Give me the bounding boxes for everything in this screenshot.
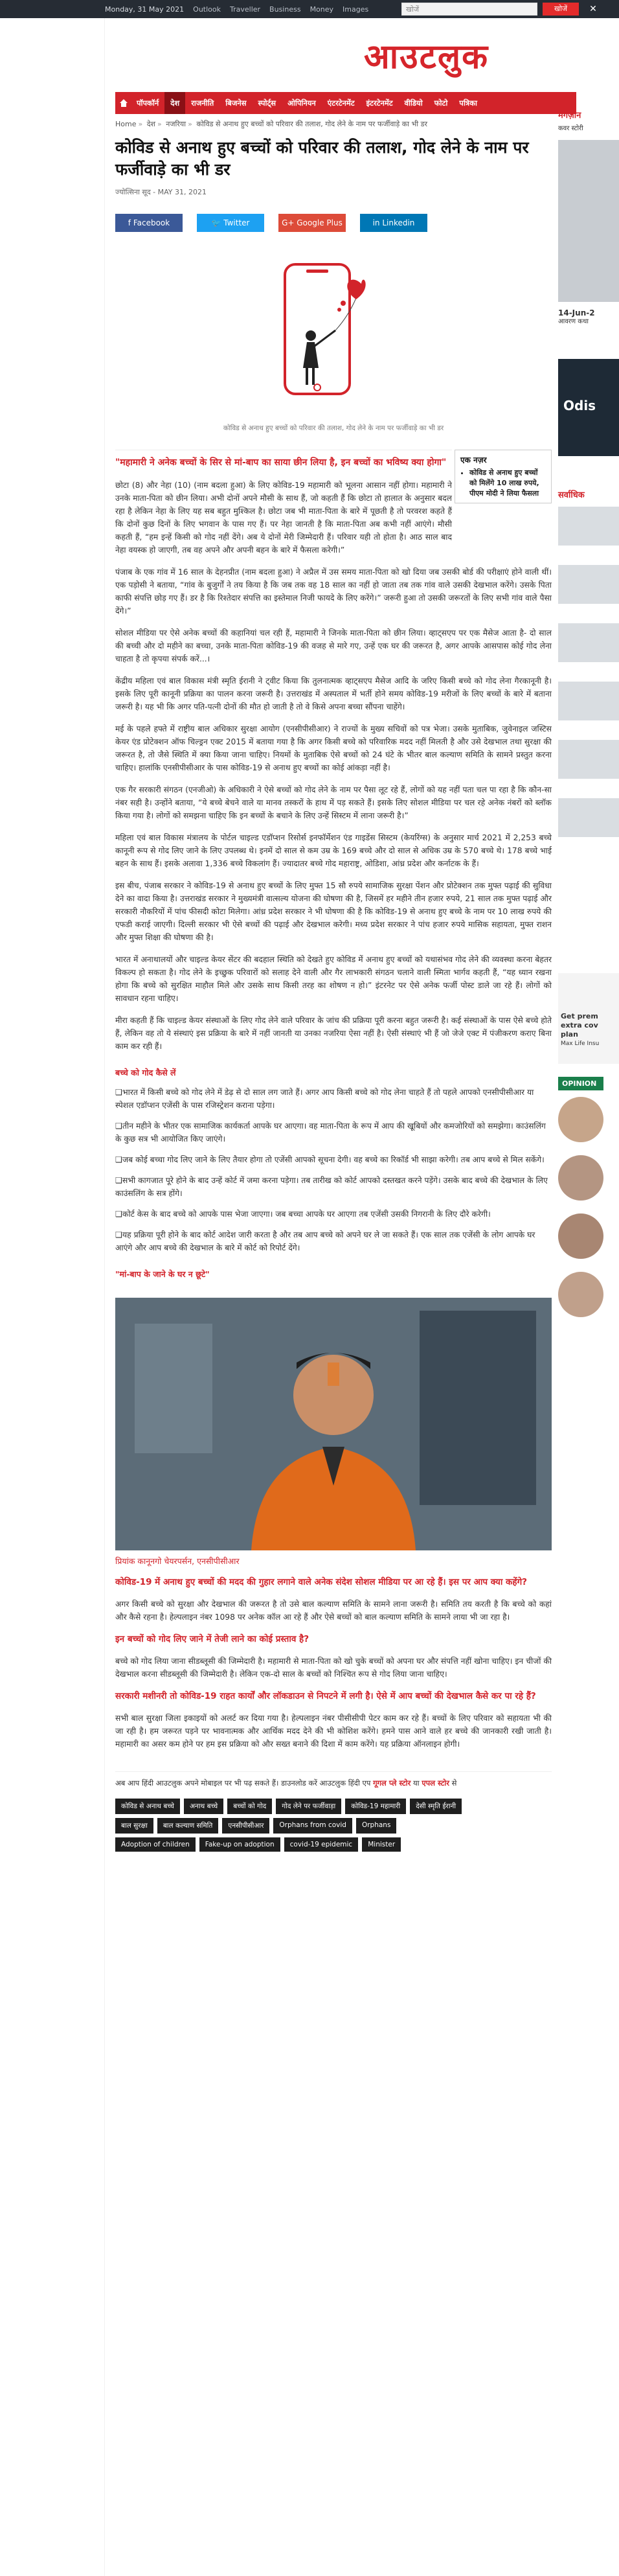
- adoption-step: ❑यह प्रक्रिया पूरी होने के बाद कोर्ट आदेश जारी करता है और तब आप बच्चे को अपने घर ले जा सकते हैं। एक साल तक एजेंसी के लोग आपके घर आएंगे और आप बच्चे की देखभाल के बारे में कोर्ट को रिपोर्ट देंगे।: [115, 1230, 535, 1252]
- tag[interactable]: Fake-up on adoption: [199, 1837, 280, 1852]
- twitter-icon: 🐦: [211, 218, 224, 227]
- facebook-share-label: Facebook: [133, 218, 170, 227]
- person-photo: [115, 1298, 552, 1550]
- share-buttons: [115, 214, 552, 232]
- breadcrumb: Home » देश » नजरिया » कोविड से अनाथ हुए बच्चों को परिवार की तलाश, गोद लेने के नाम पर फर्जीवाड़े का भी डर: [115, 120, 427, 128]
- tag[interactable]: Orphans from covid: [273, 1818, 352, 1834]
- google-plus-share-button[interactable]: [278, 214, 346, 232]
- nav-item-desh[interactable]: देश: [164, 92, 185, 114]
- tag[interactable]: अनाथ बच्चे: [184, 1799, 223, 1814]
- nav-item-photo[interactable]: फोटो: [434, 98, 448, 108]
- interview-answer: अगर किसी बच्चे को सुरक्षा और देखभाल की जरूरत है तो उसे बाल कल्याण समिति के सामने लाना जरूरी है। समिति तय करती है कि बच्चे को कहां और कैसे रहना है। हेल्पलाइन नंबर 1098 पर अनेक कॉल आ रहे हैं और ऐसे बच्चों को बाल कल्याण समिति के सामने लाया भी जा रहा है।: [115, 1600, 552, 1622]
- app-note-or: या: [413, 1778, 420, 1788]
- google-play-link[interactable]: गूगल प्ले स्टोर: [373, 1778, 411, 1788]
- masthead: [105, 18, 576, 89]
- google-plus-share-label: Google Plus: [297, 218, 343, 227]
- highlight-item[interactable]: • कोविड से अनाथ हुए बच्चों को मिलेंगे 10 लाख रुपये, पीएम मोदी ने लिया फैसला: [469, 468, 546, 499]
- tag[interactable]: Minister: [362, 1837, 401, 1852]
- paragraph: मई के पहले हफ्ते में राष्ट्रीय बाल अधिकार सुरक्षा आयोग (एनसीपीसीआर) ने राज्यों के मुख्य सचिवों को पत्र भेजा। उसके मुताबिक, जुवेनाइल जस्टिस केयर एंड प्रोटेक्शन ऑफ चिल्ड्रन एक्ट 2015 में बताया गया है कि अगर किसी बच्चे को परिवारिक मदद नहीं मिलती है और उसे देखभाल तथा सुरक्षा की जरूरत है, तो जैसे स्थिति में क्या किया जाना चाहिए। नियमों के मुताबिक ऐसे बच्चों को 24 घंटे के भीतर बाल कल्याण समिति के सामने प्रस्तुत करना चाहिए। हालांकि एनसीपीसीआर के पास कोविड-19 से अनाथ हुए बच्चों का कोई आंकड़ा नहीं है।: [115, 724, 552, 772]
- tag[interactable]: देसी स्मृति ईरानी: [410, 1799, 462, 1814]
- nav-item-business[interactable]: बिजनेस: [225, 98, 247, 108]
- breadcrumb-desh[interactable]: देश: [146, 120, 156, 128]
- opinion-badge[interactable]: OPINION: [558, 1077, 603, 1090]
- nav-item-popcorn[interactable]: पॉपकॉर्न: [137, 98, 159, 108]
- tag[interactable]: बाल कल्याण समिति: [157, 1818, 219, 1834]
- hero-illustration: [115, 258, 552, 432]
- magazine-title[interactable]: मैगज़ीन: [558, 111, 581, 121]
- paragraph: एक गैर सरकारी संगठन (एनजीओ) के अधिकारी ने ऐसे बच्चों को गोद लेने के नाम पर पैसा लूट रहे हैं, लोगों को यह नहीं पता चल पा रहा है कि कौन-सा नंबर सही है। उन्होंने बताया, “ये बच्चे बेचने वाले या मानव तस्करों के हाथ में पड़ सकते हैं। इसके लिए सोशल मीडिया पर चल रहे अनेक नंबरों को ब्लॉक किया गया है। लोगों को समझना चाहिए कि इन बच्चों के बचाने के लिए उन्हें सिस्टम में लाना जरूरी है।”: [115, 785, 552, 820]
- promo-ad[interactable]: [558, 973, 619, 1064]
- linkedin-share-button[interactable]: [360, 214, 427, 232]
- linkedin-share-label: Linkedin: [382, 218, 415, 227]
- site-logo[interactable]: आउटलुक: [364, 37, 490, 76]
- nav-item-politics[interactable]: राजनीति: [191, 98, 214, 108]
- nav-item-entertainment[interactable]: एंटरटेनमेंट: [327, 98, 355, 108]
- tag[interactable]: कोविड से अनाथ बच्चे: [115, 1799, 180, 1814]
- breadcrumb-current: कोविड से अनाथ हुए बच्चों को परिवार की तलाश, गोद लेने के नाम पर फर्जीवाड़े का भी डर: [196, 120, 427, 128]
- nav-item-magazine[interactable]: पत्रिका: [459, 98, 477, 108]
- latest-title[interactable]: सर्वाधिक: [558, 490, 585, 500]
- paragraph: पंजाब के एक गांव में 16 साल के देहनप्रीत (नाम बदला हुआ) ने अप्रैल में उस समय माता-पिता को खो दिया जब उसकी बोर्ड की परीक्षाएं होने वाली थीं। एक पड़ोसी ने बताया, “गांव के बुजुर्गों ने तय किया है कि जब तक वह 18 साल का नहीं हो जाता तब तक गांव वाले उसकी देखभाल करेंगे। उसके पिता काफी संपत्ति छोड़ गए हैं। डर है कि रिश्तेदार संपत्ति का इस्तेमाल निजी फायदे के लिए करेंगे।” जरूरी हुआ तो उसकी जरूरतों के लिए सभी गांव वाले पैसा देंगे।”: [115, 568, 552, 615]
- promo-line-3: plan: [561, 1030, 578, 1039]
- topbar-link-business[interactable]: Business: [269, 5, 301, 14]
- twitter-share-label: Twitter: [223, 218, 250, 227]
- tag[interactable]: covid-19 epidemic: [284, 1837, 359, 1852]
- close-icon[interactable]: ✕: [589, 4, 597, 14]
- paragraph: महिला एवं बाल विकास मंत्रालय के पोर्टल चाइल्ड एडॉप्शन रिसोर्स इनफॉर्मेशन एंड गाइडेंस सिस्टम (केयरिंग्स) के अनुसार मार्च 2021 में 2,253 बच्चे कानूनी रूप से गोद लिए जाने के लिए उपलब्ध थे। इनमें दो साल से कम उम्र के 169 बच्चे और दो साल से अधिक उम्र के 570 बच्चे थे। 178 बच्चे भाई बहन के साथ हैं। इसके अलावा 1,336 बच्चे विकलांग हैं। ज्यादातर बच्चे गोद महाराष्ट्र, ओडिशा, आंध्र प्रदेश और कर्नाटक के हैं।: [115, 833, 552, 868]
- adoption-step: ❑कोर्ट केस के बाद बच्चे को आपके पास भेजा जाएगा। जब बच्चा आपके घर आएगा तब एजेंसी उसकी निगरानी के लिए दौरे करेगी।: [115, 1210, 491, 1219]
- topbar-link-money[interactable]: Money: [310, 5, 334, 14]
- current-date: Monday, 31 May 2021: [105, 5, 185, 14]
- breadcrumb-home[interactable]: Home: [115, 120, 137, 128]
- paragraph: इस बीच, पंजाब सरकार ने कोविड-19 से अनाथ हुए बच्चों के लिए मुफ्त 15 सौ रुपये सामाजिक सुरक्षा पेंशन और प्रोटेक्शन तक मुफ्त पढ़ाई की सुविधा देने का वादा किया है। उत्तराखंड सरकार ने मुख्यमंत्री वात्सल्य योजना की घोषणा की है, जिसमें हर महीने तीन हजार रुपये, 21 साल तक मुफ्त पढ़ाई और सरकारी नौकरियों में पांच फीसदी कोटा मिलेगा। आंध्र प्रदेश सरकार ने भी घोषणा की है कि कोविड-19 से अनाथ हुए बच्चे के नाम पर 10 लाख रुपये की एफडी कराई जाएगी। दिल्ली सरकार भी ऐसे बच्चों की पढ़ाई और देखभाल करेगी। मध्य प्रदेश सरकार ने पांच हजार रुपये मासिक सहायता, मुफ्त राशन और मुफ्त शिक्षा की घोषणा की है।: [115, 881, 552, 942]
- breadcrumb-section[interactable]: नजरिया: [166, 120, 186, 128]
- right-sidebar: [558, 109, 619, 1317]
- adoption-step: ❑सभी कागजात पूरे होने के बाद उन्हें कोर्ट में जमा करना पड़ेगा। तब तारीख को कोर्ट आपको दस्तखत करने पड़ेंगे। उसके बाद बच्चे की देखभाल के लिए काउंसलिंग के सत्र होंगे।: [115, 1176, 548, 1198]
- search-input[interactable]: खोजें: [401, 3, 537, 16]
- adoption-step: ❑तीन महीने के भीतर एक सामाजिक कार्यकर्ता आपके घर आएगा। वह माता-पिता के रूप में आप की खूबियों और कमजोरियों को समझेगा। काउंसलिंग के कुछ सत्र भी आयोजित किए जाएंगे।: [115, 1121, 546, 1144]
- interview-question: सरकारी मशीनरी तो कोविड-19 राहत कार्यों और लॉकडाउन से निपटने में लगी है। ऐसे में आप बच्चों की देखभाल कैसे कर पा रहे हैं?: [115, 1691, 536, 1701]
- tag[interactable]: कोविड-19 महामारी: [345, 1799, 406, 1814]
- highlights-title: एक नज़र: [460, 455, 487, 465]
- facebook-icon: f: [128, 218, 133, 227]
- ad-text: Odis: [563, 398, 596, 413]
- adoption-step: ❑भारत में किसी बच्चे को गोद लेने में डेढ़ से दो साल लग जाते हैं। अगर आप किसी बच्चे को गोद लेना चाहते हैं तो पहले आपको एनसीपीसीआर या स्पेशल एडॉप्शन एजेंसी के पास रजिस्ट्रेशन कराना पड़ेगा।: [115, 1088, 534, 1110]
- page-title: कोविड से अनाथ हुए बच्चों को परिवार की तलाश, गोद लेने के नाम पर फर्जीवाड़े का भी डर: [115, 138, 529, 179]
- nav-item-sports[interactable]: स्पोर्ट्स: [258, 98, 276, 108]
- tag-list: [115, 1799, 478, 1852]
- adoption-step: ❑जब कोई बच्चा गोद लिए जाने के लिए तैयार होगा तो एजेंसी आपको सूचना देगी। वह बच्चे का रिकॉर्ड भी साझा करेगी। तब आप बच्चे से मिल सकेंगे।: [115, 1155, 545, 1164]
- magazine-date-sub: आवरण कथा: [558, 318, 589, 325]
- app-download-note: [115, 1771, 552, 1788]
- promo-line-4: Max Life Insu: [561, 1041, 600, 1047]
- nav-item-video[interactable]: वीडियो: [404, 98, 423, 108]
- nav-item-opinion[interactable]: ओपिनियन: [287, 98, 316, 108]
- ad-banner[interactable]: [558, 359, 619, 456]
- interview-photo: [115, 1298, 552, 1550]
- paragraph: भारत में अनाथालयों और चाइल्ड केयर सेंटर की बदहाल स्थिति को देखते हुए कोविड में अनाथ हुए बच्चों को यथासंभव गोद लेने की व्यवस्था करना बेहतर विकल्प हो सकता है। गोद लेने के इच्छुक परिवारों को सलाह देने वाली और गैर लाभकारी संगठन चलाने वाली स्मिता भार्गव कहती हैं, “यह ध्यान रखना होगा कि बच्चे को सुरक्षित माहौल मिले और उसके साथ किसी तरह का शोषण न हो।” इंटरनेट पर ऐसे अनेक फर्जी पोस्ट डाले जा रहे हैं। लोगों को सावधान रहना चाहिए।: [115, 955, 552, 1003]
- highlights-box: [455, 450, 552, 503]
- tag[interactable]: बाल सुरक्षा: [115, 1818, 153, 1834]
- byline: ज्योत्सिना सूद - MAY 31, 2021: [115, 188, 207, 196]
- apple-store-link[interactable]: एपल स्टोर: [422, 1778, 449, 1788]
- tag[interactable]: एनसीपीसीआर: [222, 1818, 269, 1834]
- tag[interactable]: बच्चों को गोद: [227, 1799, 272, 1814]
- promo-line-2: extra cov: [561, 1021, 598, 1029]
- paragraph: सोशल मीडिया पर ऐसे अनेक बच्चों की कहानियां चल रही हैं, महामारी ने जिनके माता-पिता को छीन लिया। व्हाट्सएप पर एक मैसेज आता है- दो साल की बच्ची और दो महीने का बच्चा, उनके माता-पिता कोविड-19 की वजह से मारे गए, उन्हें एक घर की जरूरत है, अगर आपके आसपास कोई गोद लेना चाहता है तो कृपया संपर्क करें...।: [115, 628, 552, 663]
- tag[interactable]: गोद लेने पर फर्जीवाड़ा: [276, 1799, 341, 1814]
- interview-question: कोविड-19 में अनाथ हुए बच्चों की मदद की गुहार लगाने वाले अनेक संदेश सोशल मीडिया पर आ रहे हैं। इस पर आप क्या कहेंगे?: [115, 1577, 528, 1587]
- latest-list: [558, 507, 619, 947]
- paragraph: केंद्रीय महिला एवं बाल विकास मंत्री स्मृति ईरानी ने ट्वीट किया कि तुलनात्मक व्हाट्सएप मैसेज आदि के जरिए किसी बच्चे को गोद लेना गैरकानूनी है। इसके लिए पूरी कानूनी प्रक्रिया का पालन करना जरूरी है। उत्तराखंड में अस्पताल में भर्ती होने समय कोविड-19 मरीजों के लिए बच्चों के बारे में बताना जरूरी है। यह भी कि अगर पति-पत्नी दोनों की मौत हो जाती है तो वे किसे अपना बच्चा सौंपना चाहेंगे।: [115, 676, 552, 711]
- tag[interactable]: Orphans: [356, 1818, 396, 1834]
- photo-caption: प्रियांक कानूनगो चेयरपर्सन, एनसीपीसीआर: [115, 1556, 240, 1566]
- app-note-text: अब आप हिंदी आउटलुक अपने मोबाइल पर भी पढ़ सकते हैं। डाउनलोड करें आउटलुक हिंदी एप: [115, 1778, 371, 1788]
- paragraph: छोटा (8) और नेहा (10) (नाम बदला हुआ) के लिए कोविड-19 महामारी को भूलना आसान नहीं होगा। महामारी ने उनके माता-पिता को छीन लिया। अभी दोनों अपने मौसी के साथ हैं, जो कहती हैं कि छोटा तो हालात के अनुसार बदल रहा है लेकिन नेहा के लिए यह सब बहुत मुश्किल है। छोटा जब भी माता-पिता के बारे में पूछती है तो परवरश कहते हैं कि दोनों कुछ दिनों के लिए भगवान के पास गए हैं। पर नेहा जानती है कि माता-पिता अब कभी नहीं आएंगे। मौसी कहती हैं, “हम इन्हें किसी को गोद नहीं देंगे। अब ये दोनों मेरी जिम्मेदारी हैं। परिवार यही तो होता है। आठ साल बाद नेहा वयस्क हो जाएगी, तब वह अपने और अपनी बहन के बारे में फैसला करेगी।”: [115, 481, 452, 555]
- magazine-cover[interactable]: [558, 140, 619, 302]
- section-heading: बच्चे को गोद कैसे लें: [115, 1068, 176, 1077]
- interview-answer: सभी बाल सुरक्षा जिला इकाइयों को अलर्ट कर दिया गया है। हेल्पलाइन नंबर पीसीसीपी पेटर काम कर रहे हैं। बच्चों के लिए परिवार को सहायता भी की जा रही है। हम जरूरत पड़ने पर भावनात्मक और आर्थिक मदद देने की भी कोशिश करेंगे। हमने पास आने वाले हर बच्चे की जानकारी रखी जाती है। महामारी का असर कम होने पर हम इस प्रक्रिया को और सख्त बनाने की दिशा में काम करेंगे। यह प्रक्रिया ऑनलाइन होगी।: [115, 1714, 552, 1749]
- left-gutter: [0, 18, 105, 2576]
- interview-heading: "मां-बाप के जाने के घर न छूटे": [115, 1269, 210, 1279]
- tag[interactable]: Adoption of children: [115, 1837, 196, 1852]
- article: [115, 117, 552, 1852]
- nav-item-interview[interactable]: इंटरटेनमेंट: [366, 98, 393, 108]
- app-note-end: से: [451, 1778, 457, 1788]
- home-icon[interactable]: [115, 92, 131, 114]
- twitter-share-button[interactable]: [197, 214, 264, 232]
- hero-caption: कोविड से अनाथ हुए बच्चों को परिवार की तलाश, गोद लेने के नाम पर फर्जीवाड़े का भी डर: [223, 424, 444, 432]
- magazine-date: 14-Jun-2: [558, 308, 595, 317]
- facebook-share-button[interactable]: [115, 214, 183, 232]
- promo-line-1: Get prem: [561, 1012, 598, 1020]
- phone-girl-balloon-illustration: [115, 258, 552, 413]
- interview-answer: बच्चे को गोद लिया जाना सीडब्लूसी की जिम्मेदारी है। महामारी से माता-पिता को खो चुके बच्चों को अपना घर और संपत्ति नहीं खोना चाहिए। इन चीजों की देखभाल करना सीडब्लूसी की जिम्मेदारी है। लेकिन एक-दो साल के बच्चों को निश्चित रूप से गोद लिया जाना चाहिए।: [115, 1657, 552, 1679]
- interview-question: इन बच्चों को गोद लिए जाने में तेजी लाने का कोई प्रस्ताव है?: [115, 1634, 310, 1644]
- opinion-list: [558, 1097, 619, 1317]
- pull-quote: "महामारी ने अनेक बच्चों के सिर से मां-बाप का साया छीन लिया है, इन बच्चों का भविष्य क्या होगा": [115, 450, 452, 470]
- magazine-subtitle: कवर स्टोरी: [558, 125, 583, 132]
- search-button[interactable]: खोजें: [543, 3, 579, 16]
- topbar-link-traveller[interactable]: Traveller: [230, 5, 261, 14]
- main-nav: [115, 92, 576, 114]
- quote-section: [115, 450, 552, 498]
- linkedin-icon: in: [372, 218, 383, 227]
- topbar-link-outlook[interactable]: Outlook: [193, 5, 221, 14]
- paragraph: मीरा कहती हैं कि चाइल्ड केयर संस्थाओं के लिए गोद लेने वाले परिवार के जांच की प्रक्रिया पूरी करना बहुत जरूरी है। कई संस्थाओं के पास ऐसे बच्चे होते हैं, लेकिन वह तो ये संस्थाएं इस प्रक्रिया के बारे में नहीं जानती या उनका नजरिया ऐसा नहीं है। ऐसी संस्थाएं भी हैं जो जेजे एक्ट में पंजीकरण कराए बिना काम कर रही हैं।: [115, 1016, 552, 1051]
- google-plus-icon: G+: [282, 218, 297, 227]
- topbar-link-images[interactable]: Images: [343, 5, 369, 14]
